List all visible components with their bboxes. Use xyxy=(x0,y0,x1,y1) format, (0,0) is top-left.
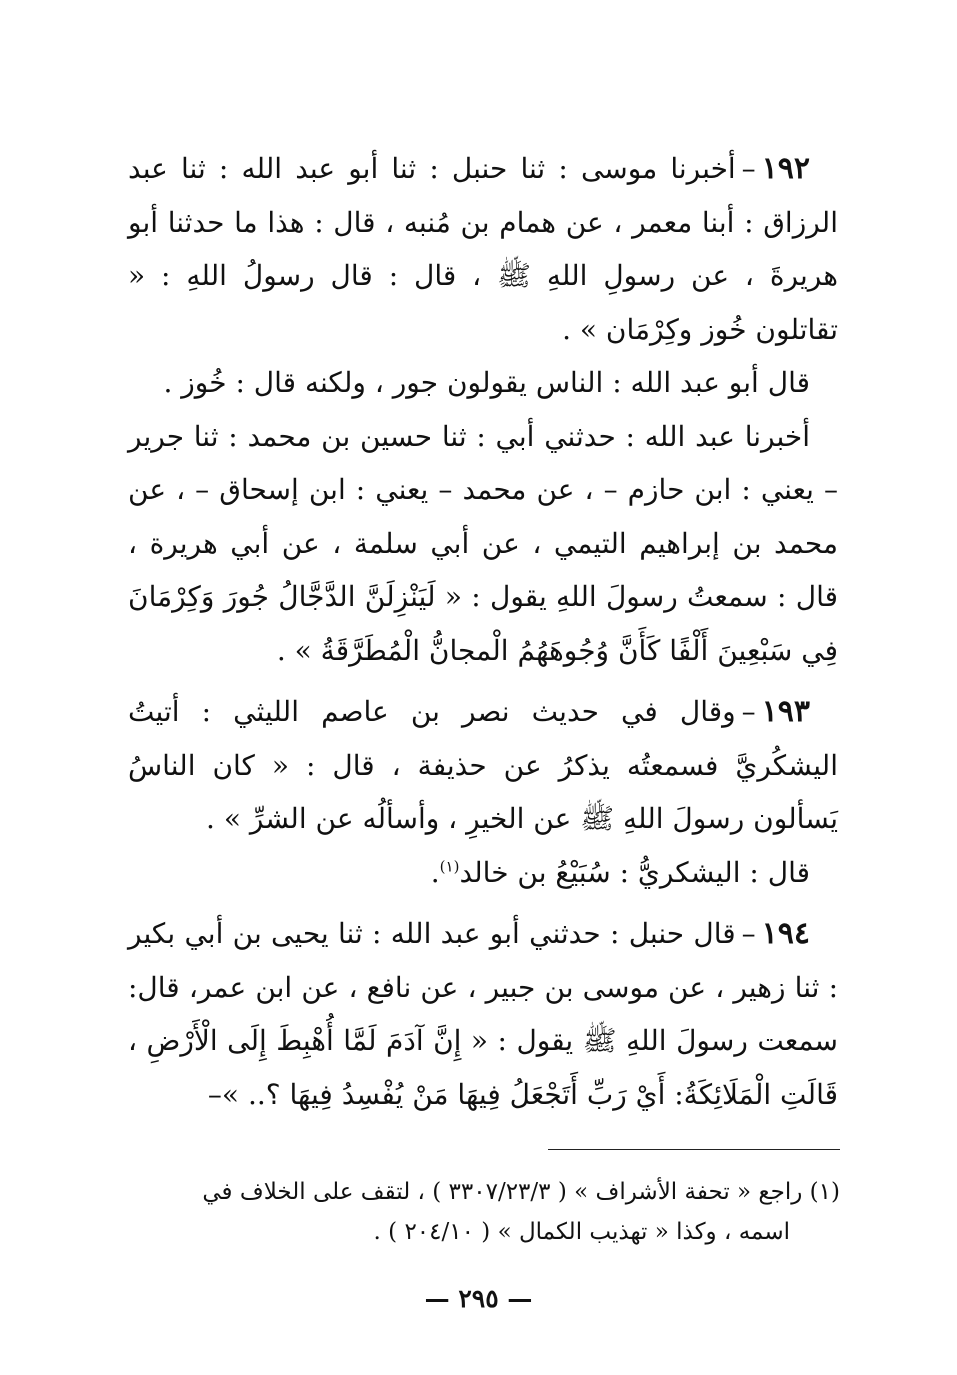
isnad-paragraph xyxy=(128,410,838,678)
number-dash: – xyxy=(741,917,756,950)
main-text xyxy=(128,142,838,1121)
hadith-193 xyxy=(128,685,838,846)
paragraph-text: قال : اليشكريُّ : سُبَيْعُ بن خالد xyxy=(459,855,810,889)
hadith-text: قال حنبل : حدثني أبو عبد الله : ثنا يحيى بن أبي بكير : ثنا زهير ، عن موسى بن جبير ، عن نافع ، عن ابن عمر، قال: سمعت رسولَ اللهِ ﷺ يقول : « إِنَّ آدَمَ لَمَّا أُهْبِطَ إِلَى الْأَرْضِ ، قَالَتِ الْمَلَائِكَةُ: أَيْ رَبِّ أَتَجْعَلُ فِيهَا مَنْ يُفْسِدُ فِيهَا ؟.. »– xyxy=(128,917,838,1111)
commentary-paragraph xyxy=(128,846,838,900)
commentary-paragraph xyxy=(128,356,838,410)
hadith-194 xyxy=(128,907,838,1121)
paragraph-text: قال أبو عبد الله : الناس يقولون جور ، ولكنه قال : خُوز . xyxy=(163,366,810,399)
hadith-text: أخبرنا موسى : ثنا حنبل : ثنا أبو عبد الله : ثنا عبد الرزاق : أبنا معمر ، عن همام بن مُنبه ، قال : هذا ما حدثنا أبو هريرةَ ، عن رسولِ اللهِ ﷺ ، قال : قال رسولُ اللهِ : « تقاتلون خُوز وكِرْمَان » . xyxy=(128,152,838,346)
hadith-number: ١٩٢ xyxy=(761,151,810,186)
page-number: — ٢٩٥ — xyxy=(424,1284,533,1313)
number-dash: – xyxy=(741,695,756,728)
number-dash: – xyxy=(741,152,756,185)
hadith-number: ١٩٣ xyxy=(761,694,810,729)
footnote-line: اسمه ، وكذا « تهذيب الكمال » ( ٢٠٤/١٠ ) . xyxy=(373,1219,790,1245)
hadith-text: وقال في حديث نصر بن عاصم الليثي : أتيتُ اليشكُريَّ فسمعتُه يذكرُ عن حذيفة ، قال : « كان الناسُ يَسألون رسولَ اللهِ ﷺ عن الخيرِ ، وأسألُه عن الشرِّ » . xyxy=(128,695,838,835)
footnote-line: (١) راجع « تحفة الأشراف » ( ٣٣٠٧/٢٣/٣ ) ، لتقف على الخلاف في xyxy=(202,1179,840,1205)
footnotes xyxy=(128,1172,840,1252)
footnote-divider xyxy=(548,1149,840,1150)
hadith-number: ١٩٤ xyxy=(761,916,810,951)
hadith-192 xyxy=(128,142,838,356)
paragraph-end: . xyxy=(430,855,440,889)
footnote-reference[interactable]: (١) xyxy=(439,857,460,876)
paragraph-text: أخبرنا عبد الله : حدثني أبي : ثنا حسين بن محمد : ثنا جرير – يعني : ابن حازم – ، عن محمد – يعني : ابن إسحاق – ، عن محمد بن إبراهيم التيمي ، عن أبي سلمة ، عن أبي هريرة ، قال : سمعتُ رسولَ اللهِ يقول : « لَيَنْزِلَنَّ الدَّجَّالُ جُورَ وَكِرْمَانَ فِي سَبْعِينَ أَلْفًا كَأَنَّ وُجُوهَهُمُ الْمجانُّ الْمُطَرَّقَةُ » . xyxy=(128,419,838,667)
